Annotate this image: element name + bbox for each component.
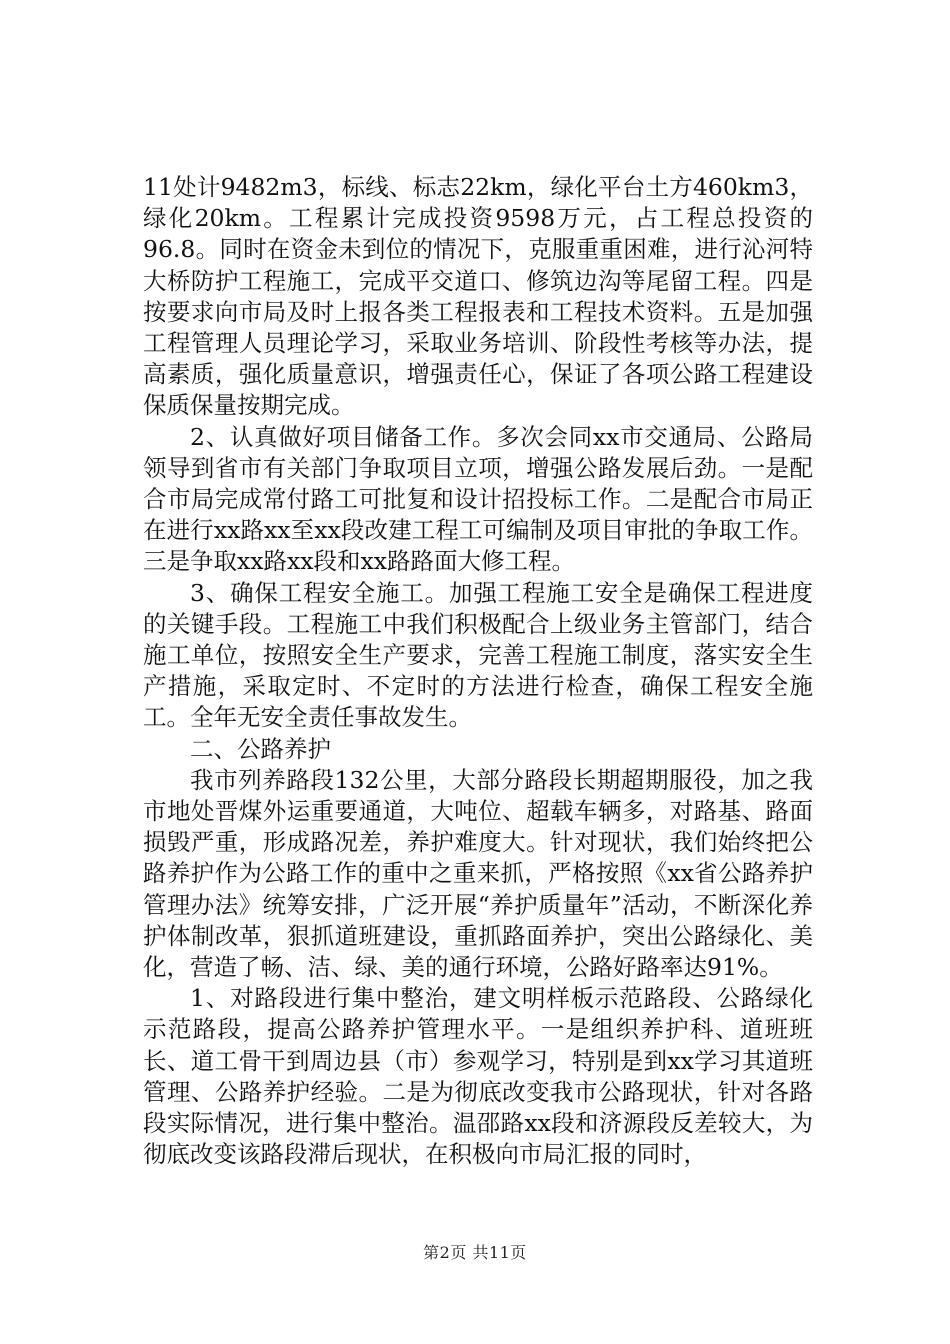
page-number-footer: 第2页 共11页 (423, 1243, 527, 1262)
paragraph-construction-safety: 3、确保工程安全施工。加强工程施工安全是确保工程进度的关键手段。工程施工中我们积极配合上级业务主管部门，结合施工单位，按照安全生产要求，完善工程施工制度，落实安全生产措施，采取定时、不定时的方法进行检查，确保工程安全施工。全年无安全责任事故发生。 (143, 578, 813, 732)
paragraph-project-reserve: 2、认真做好项目储备工作。多次会同xx市交通局、公路局领导到省市有关部门争取项目立项，增强公路发展后劲。一是配合市局完成常付路工可批复和设计招投标工作。二是配合市局正在进行xx路xx至xx段改建工程工可编制及项目审批的争取工作。三是争取xx路xx段和xx路路面大修工程。 (143, 422, 813, 576)
paragraph-road-rectification: 1、对路段进行集中整治，建文明样板示范路段、公路绿化示范路段，提高公路养护管理水平。一是组织养护科、道班班长、道工骨干到周边县（市）参观学习，特别是到xx学习其道班管理、公路养护经验。二是为彻底改变我市公路现状，针对各路段实际情况，进行集中整治。温邵路xx段和济源段反差较大，为彻底改变该路段滞后现状，在积极向市局汇报的同时， (143, 984, 813, 1169)
document-body (143, 172, 813, 1171)
section-heading-road-maintenance: 二、公路养护 (190, 734, 331, 763)
paragraph-maintenance-overview: 我市列养路段132公里，大部分路段长期超期服役，加之我市地处晋煤外运重要通道，大吨位、超载车辆多，对路基、路面损毁严重，形成路况差，养护难度大。针对现状，我们始终把公路养护作为公路工作的重中之重来抓，严格按照《xx省公路养护管理办法》统筹安排，广泛开展“养护质量年”活动，不断深化养护体制改革，狠抓道班建设，重抓路面养护，突出公路绿化、美化，营造了畅、洁、绿、美的通行环境，公路好路率达91%。 (143, 765, 813, 982)
paragraph-continuation: 11处计9482m3，标线、标志22km，绿化平台土方460km3，绿化20km。工程累计完成投资9598万元，占工程总投资的96.8。同时在资金未到位的情况下，克服重重困难，进行沁河特大桥防护工程施工，完成平交道口、修筑边沟等尾留工程。四是按要求向市局及时上报各类工程报表和工程技术资料。五是加强工程管理人员理论学习，采取业务培训、阶段性考核等办法，提高素质，强化质量意识，增强责任心，保证了各项公路工程建设保质保量按期完成。 (143, 173, 813, 420)
